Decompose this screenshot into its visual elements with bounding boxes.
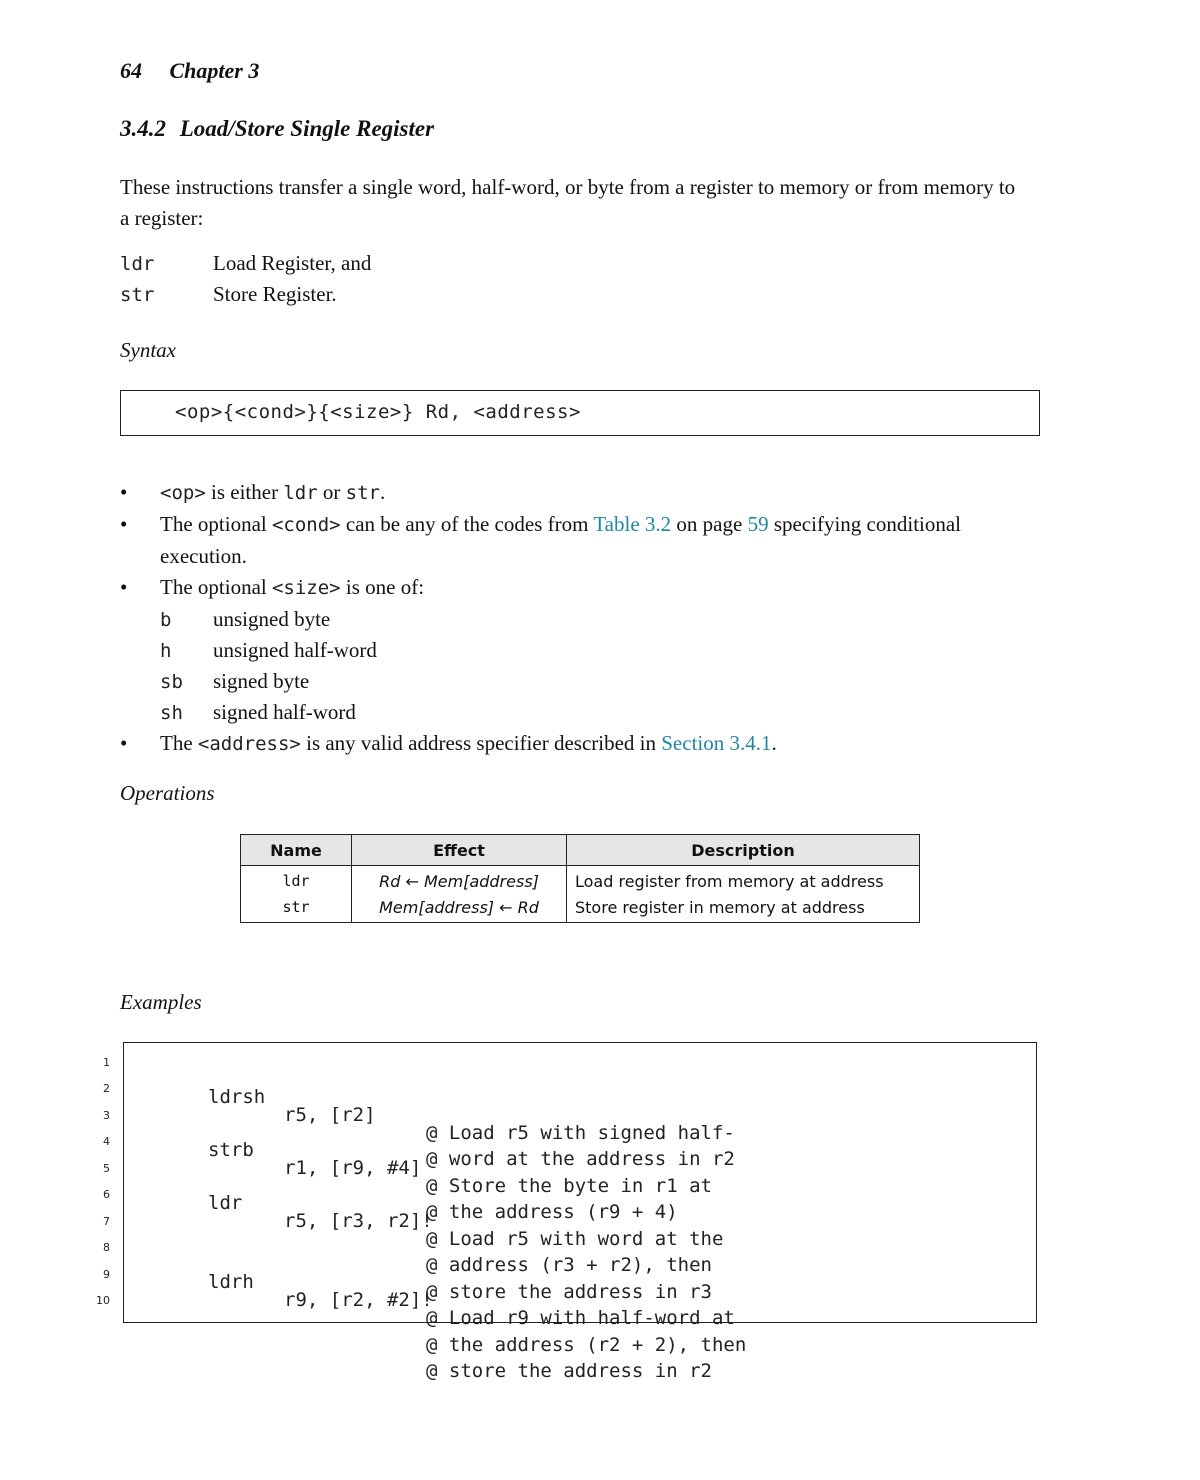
bullet-address	[120, 728, 1020, 760]
list-item	[120, 279, 371, 310]
page-number: 64	[120, 58, 142, 83]
bullet-marker: •	[120, 731, 128, 755]
code-comment: @ store the address in r2	[426, 1360, 712, 1382]
bullet-text: .	[771, 731, 777, 755]
inline-code: <op>	[160, 482, 206, 504]
code-instruction: strb	[208, 1139, 254, 1161]
table-link[interactable]: Table 3.2	[593, 512, 672, 536]
code-line	[0, 1050, 735, 1144]
instruction-list	[120, 248, 371, 310]
bullet-text: The	[160, 731, 198, 755]
code-comment: @ Store the byte in r1 at	[426, 1175, 712, 1197]
column-header: Description	[567, 835, 920, 866]
list-item	[120, 248, 371, 279]
op-description: Load register from memory at address	[567, 866, 920, 893]
section-number: 3.4.2	[120, 116, 166, 141]
inline-code: ldr	[283, 482, 318, 504]
size-code: sh	[160, 701, 183, 724]
code-operands: r5, [r2]	[284, 1104, 376, 1126]
inline-code: <cond>	[271, 514, 341, 536]
section-link[interactable]: Section 3.4.1	[661, 731, 772, 755]
column-header: Name	[241, 835, 352, 866]
line-number: 1	[103, 1056, 110, 1069]
bullet-text: specifying conditional execution.	[160, 512, 962, 568]
bullet-marker: •	[120, 512, 128, 536]
bullet-cond	[120, 509, 1020, 572]
line-number: 6	[103, 1188, 110, 1201]
bullet-text: is any valid address specifier described in	[300, 731, 662, 755]
size-description: signed byte	[213, 669, 310, 693]
code-operands: r1, [r9, #4]	[284, 1157, 422, 1179]
size-description: unsigned half-word	[213, 638, 377, 662]
mnemonic: ldr	[120, 252, 155, 275]
op-effect: Mem[address] ← Rd	[352, 892, 567, 923]
section-name: Load/Store Single Register	[179, 116, 435, 141]
bullet-size	[120, 572, 1020, 604]
bullet-text: is either	[205, 480, 284, 504]
line-number: 10	[96, 1294, 110, 1307]
bullet-text: .	[379, 480, 386, 504]
examples-heading: Examples	[120, 990, 202, 1014]
code-comment: @ address (r3 + r2), then	[426, 1254, 712, 1276]
section-title	[120, 116, 434, 142]
list-item	[160, 604, 1020, 635]
table-row	[241, 892, 920, 923]
code-operands: r5, [r3, r2]!	[284, 1210, 433, 1232]
line-number: 9	[103, 1268, 110, 1281]
inline-code: <size>	[271, 577, 341, 599]
bullet-text: is one of:	[340, 575, 425, 599]
inline-code: <address>	[197, 733, 301, 755]
code-instruction: ldrh	[208, 1271, 254, 1293]
code-comment: @ the address (r9 + 4)	[426, 1201, 678, 1223]
op-name: str	[241, 892, 352, 923]
line-number: 5	[103, 1162, 110, 1175]
operations-heading: Operations	[120, 781, 215, 805]
chapter-label: Chapter 3	[169, 58, 260, 83]
mnemonic-description: Load Register, and	[213, 251, 372, 275]
bullet-text: The optional	[160, 575, 272, 599]
column-header: Effect	[352, 835, 567, 866]
op-effect: Rd ← Mem[address]	[352, 866, 567, 893]
line-number: 8	[103, 1241, 110, 1254]
bullet-marker: •	[120, 480, 128, 504]
size-code: sb	[160, 670, 183, 693]
running-header	[120, 58, 259, 84]
list-item	[160, 666, 1020, 697]
syntax-box	[120, 390, 1040, 436]
inline-code: str	[345, 482, 380, 504]
intro-paragraph: These instructions transfer a single word, half-word, or byte from a register to memory or from memory to a register:	[120, 175, 1016, 230]
op-description: Store register in memory at address	[567, 892, 920, 923]
operations-table	[240, 834, 920, 923]
code-comment: @ Load r5 with word at the	[426, 1228, 724, 1250]
list-item	[160, 635, 1020, 666]
bullet-text: The optional	[160, 512, 272, 536]
code-comment: @ Load r5 with signed half-	[426, 1122, 735, 1144]
syntax-code: <op>{<cond>}{<size>} Rd, <address>	[175, 401, 581, 423]
mnemonic-description: Store Register.	[213, 282, 337, 306]
syntax-heading: Syntax	[120, 338, 176, 362]
line-number: 4	[103, 1135, 110, 1148]
table-row	[241, 866, 920, 893]
parameter-list	[120, 477, 1020, 760]
code-comment: @ word at the address in r2	[426, 1148, 735, 1170]
bullet-text: or	[317, 480, 346, 504]
bullet-op	[120, 477, 1020, 509]
size-code: h	[160, 639, 172, 662]
size-description: signed half-word	[213, 700, 356, 724]
bullet-text: on page	[671, 512, 748, 536]
code-instruction: ldrsh	[208, 1086, 266, 1108]
code-instruction: ldr	[208, 1192, 243, 1214]
code-comment: @ the address (r2 + 2), then	[426, 1334, 747, 1356]
line-number: 7	[103, 1215, 110, 1228]
op-name: ldr	[241, 866, 352, 893]
bullet-marker: •	[120, 575, 128, 599]
size-list	[120, 604, 1020, 728]
mnemonic: str	[120, 283, 155, 306]
code-comment: @ Load r9 with half-word at	[426, 1307, 735, 1329]
list-item	[160, 697, 1020, 728]
code-comment: @ store the address in r3	[426, 1281, 712, 1303]
line-number: 2	[103, 1082, 110, 1095]
page-link[interactable]: 59	[747, 512, 769, 536]
line-number: 3	[103, 1109, 110, 1122]
table-header-row	[241, 835, 920, 866]
bullet-text: can be any of the codes from	[340, 512, 594, 536]
code-operands: r9, [r2, #2]!	[284, 1289, 433, 1311]
size-code: b	[160, 608, 172, 631]
size-description: unsigned byte	[213, 607, 331, 631]
